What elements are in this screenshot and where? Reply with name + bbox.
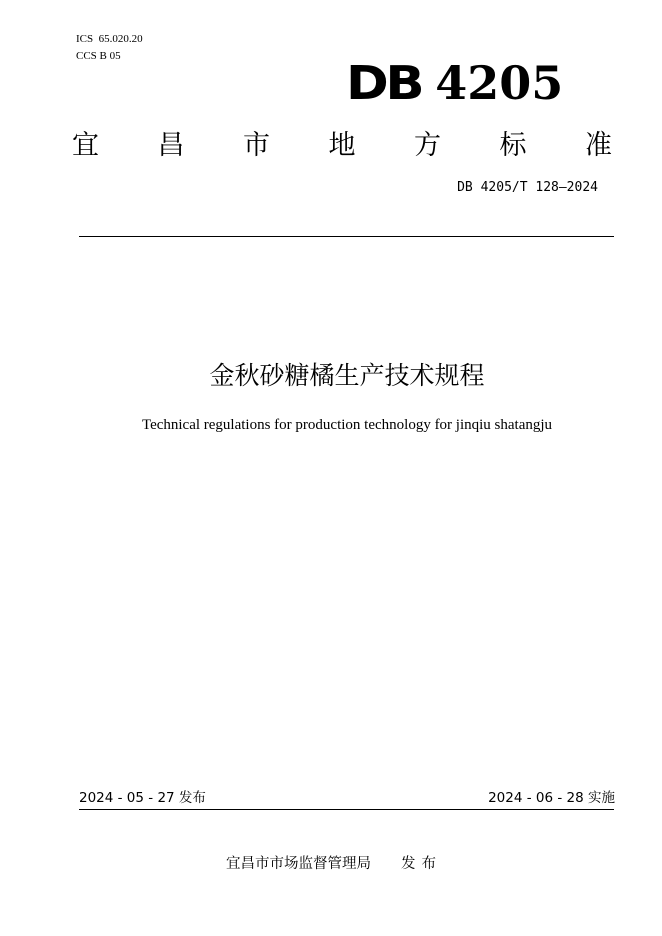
standard-class-char: 方 bbox=[414, 129, 441, 161]
ccs-label: CCS bbox=[76, 50, 97, 62]
issuer-action: 发布 bbox=[401, 856, 442, 872]
standard-number: DB 4205/T 128—2024 bbox=[457, 180, 598, 195]
ics-code: 65.020.20 bbox=[98, 33, 143, 45]
standard-class-title bbox=[72, 124, 612, 160]
document-title-chinese: 金秋砂糖橘生产技术规程 bbox=[209, 361, 485, 390]
issuer-name: 宜昌市市场监督管理局 bbox=[226, 856, 371, 872]
ccs-classification bbox=[76, 50, 121, 63]
bottom-divider bbox=[79, 809, 614, 810]
ics-label: ICS bbox=[76, 33, 94, 45]
issue-date-line bbox=[79, 789, 206, 807]
ccs-code: B 05 bbox=[99, 50, 121, 62]
db-mark: DB bbox=[346, 56, 422, 110]
standard-class-char: 地 bbox=[328, 129, 356, 161]
standard-class-char: 准 bbox=[585, 129, 612, 161]
top-divider bbox=[79, 236, 614, 237]
standard-class-char: 市 bbox=[243, 129, 270, 161]
standard-class-char: 标 bbox=[499, 129, 527, 161]
standard-class-char: 昌 bbox=[157, 129, 185, 161]
document-title-english: Technical regulations for production technology for jinqiu shatangju bbox=[141, 417, 553, 433]
issue-label: 发布 bbox=[178, 790, 206, 806]
db-region-code: 4205 bbox=[435, 56, 564, 110]
db-standard-logo bbox=[346, 56, 564, 110]
ics-classification bbox=[76, 33, 143, 46]
issue-date: 2024 - 05 - 27 bbox=[79, 790, 175, 806]
issuer-line bbox=[226, 854, 442, 874]
implementation-date-line bbox=[488, 789, 615, 807]
implementation-label: 实施 bbox=[588, 790, 615, 806]
standard-class-char: 宜 bbox=[72, 129, 99, 161]
implementation-date: 2024 - 06 - 28 bbox=[488, 790, 584, 806]
